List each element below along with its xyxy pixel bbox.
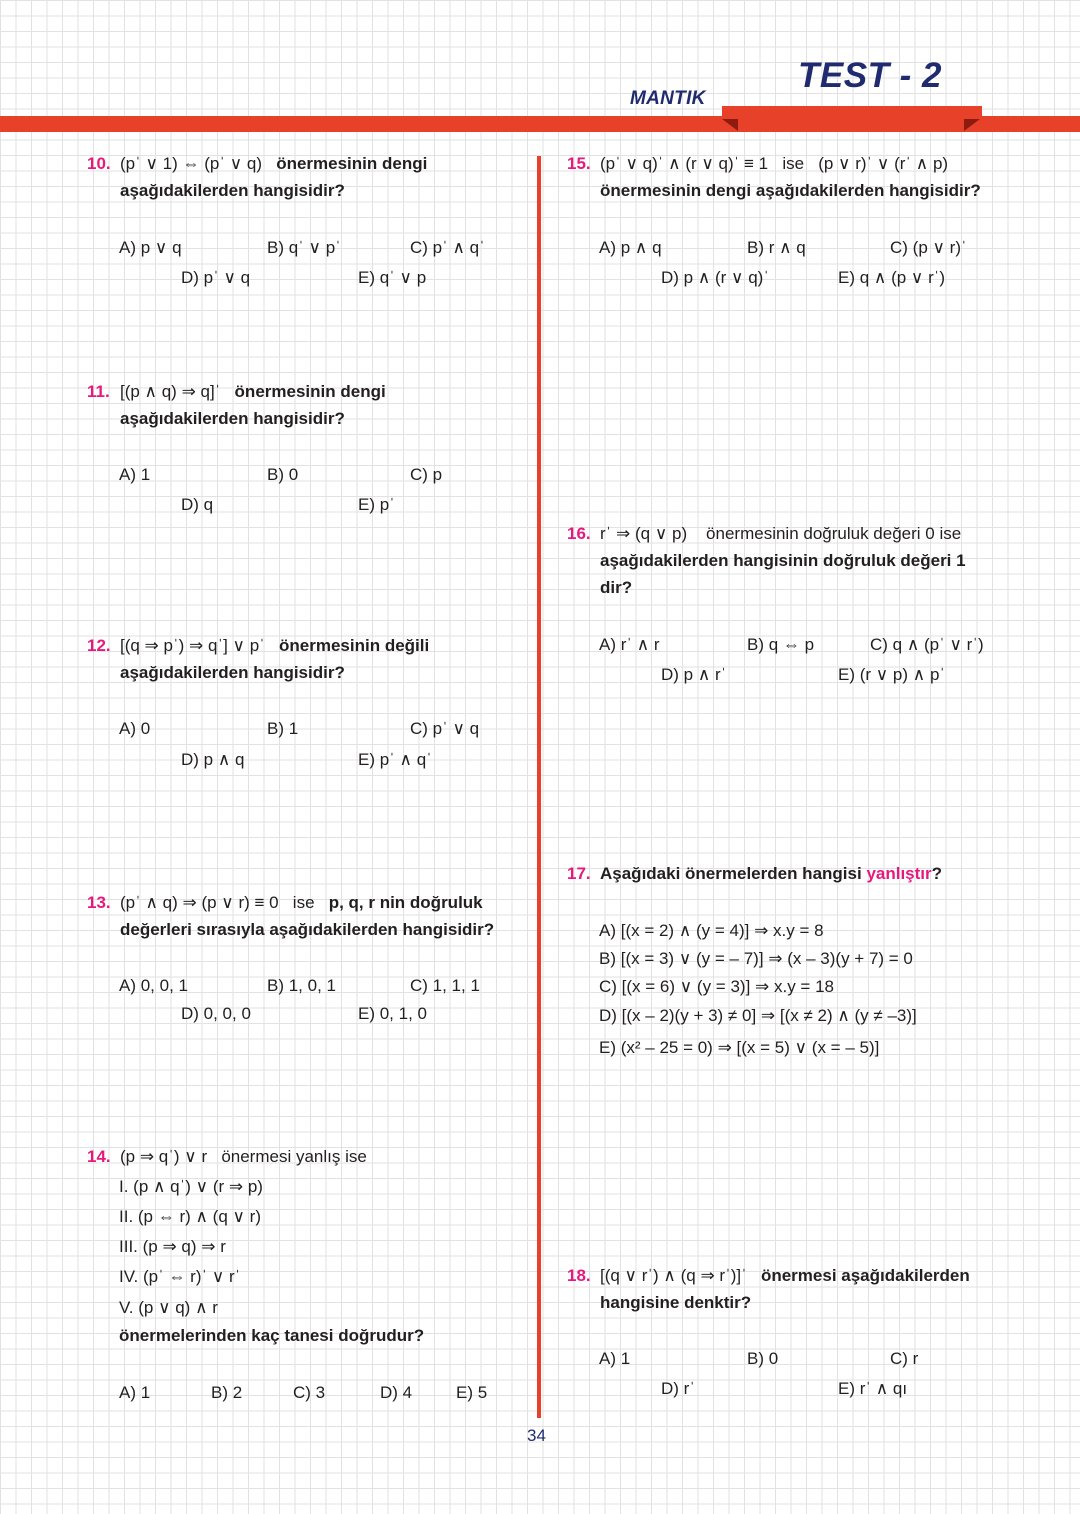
- option-b[interactable]: B) qˈ ∨ pˈ: [267, 238, 341, 257]
- question-text: Aşağıdaki önermelerden hangisi: [600, 864, 862, 883]
- option-c[interactable]: C) 3: [293, 1383, 326, 1402]
- question-number: 17.: [567, 864, 591, 883]
- subject-title: MANTIK: [630, 88, 706, 109]
- option-c[interactable]: C) [(x = 6) ∨ (y = 3)] ⇒ x.y = 18: [599, 977, 834, 996]
- question-connector: ise: [292, 893, 315, 912]
- question-14: [87, 1143, 515, 1170]
- option-d[interactable]: D) 0, 0, 0: [181, 1004, 251, 1023]
- option-d[interactable]: D) pˈ ∨ q: [181, 268, 251, 287]
- option-c[interactable]: C) q ∧ (pˈ ∨ rˈ): [870, 635, 984, 654]
- question-expression-2: (p ∨ r)ˈ ∨ (rˈ ∧ p): [818, 154, 949, 173]
- question-text: önermesi aşağıdakilerden hangisine denktir?: [600, 1266, 970, 1312]
- option-d[interactable]: D) [(x – 2)(y + 3) ≠ 0] ⇒ [(x ≠ 2) ∧ (y ≠ –3)]: [599, 1006, 917, 1025]
- question-expression: (pˈ ∨ 1) ⇔ (pˈ ∨ q): [120, 154, 263, 173]
- question-text: önermesinin dengi aşağıdakilerden hangisidir?: [120, 154, 428, 200]
- question-connector: ise: [782, 154, 805, 173]
- question-expression: (pˈ ∨ q)ˈ ∧ (r ∨ q)ˈ ≡ 1: [600, 154, 769, 173]
- option-b[interactable]: B) 0: [747, 1349, 779, 1368]
- option-b[interactable]: B) [(x = 3) ∨ (y = – 7)] ⇒ (x – 3)(y + 7) = 0: [599, 949, 913, 968]
- option-c[interactable]: C) pˈ ∨ q: [410, 719, 480, 738]
- option-e[interactable]: E) pˈ ∧ qˈ: [358, 750, 432, 769]
- option-e[interactable]: E) qˈ ∨ p: [358, 268, 427, 287]
- question-15: [567, 150, 995, 204]
- question-text: önermesinin doğruluk değeri 0 ise: [706, 524, 962, 543]
- option-c[interactable]: C) (p ∨ r)ˈ: [890, 238, 967, 257]
- header-fold-left: [722, 119, 738, 131]
- option-b[interactable]: B) 2: [211, 1383, 243, 1402]
- question-number: 14.: [87, 1147, 111, 1166]
- option-b[interactable]: B) 1, 0, 1: [267, 976, 336, 995]
- option-c[interactable]: C) p: [410, 465, 443, 484]
- option-a[interactable]: A) 1: [599, 1349, 631, 1368]
- header-fold-right: [964, 119, 980, 131]
- question-text: önermesinin dengi aşağıdakilerden hangisidir?: [600, 181, 981, 200]
- question-number: 18.: [567, 1266, 591, 1285]
- question-number: 16.: [567, 524, 591, 543]
- option-d[interactable]: D) p ∧ (r ∨ q)ˈ: [661, 268, 769, 287]
- question-11: [87, 378, 515, 432]
- option-a[interactable]: A) 0: [119, 719, 151, 738]
- option-d[interactable]: D) p ∧ rˈ: [661, 665, 727, 684]
- option-c[interactable]: C) r: [890, 1349, 919, 1368]
- option-a[interactable]: A) p ∨ q: [119, 238, 182, 257]
- option-a[interactable]: A) 1: [119, 465, 151, 484]
- option-a[interactable]: A) 0, 0, 1: [119, 976, 188, 995]
- question-closing: önermelerinden kaç tanesi doğrudur?: [119, 1326, 425, 1345]
- question-expression: (pˈ ∧ q) ⇒ (p ∨ r) ≡ 0: [120, 893, 279, 912]
- option-c[interactable]: C) 1, 1, 1: [410, 976, 480, 995]
- question-number: 11.: [87, 382, 110, 401]
- header-bar: [0, 116, 1080, 132]
- question-number: 15.: [567, 154, 591, 173]
- option-e[interactable]: E) (x² – 25 = 0) ⇒ [(x = 5) ∨ (x = – 5)]: [599, 1038, 880, 1057]
- question-expression: [(q ∨ rˈ) ∧ (q ⇒ rˈ)]ˈ: [600, 1266, 747, 1285]
- test-title: TEST - 2: [798, 56, 943, 95]
- question-17: [567, 860, 995, 887]
- option-a[interactable]: A) [(x = 2) ∧ (y = 4)] ⇒ x.y = 8: [599, 921, 824, 940]
- question-16: [567, 520, 995, 601]
- question-expression: [(p ∧ q) ⇒ q]ˈ: [120, 382, 221, 401]
- question-number: 13.: [87, 893, 111, 912]
- statement-i: I. (p ∧ qˈ) ∨ (r ⇒ p): [119, 1177, 263, 1196]
- question-text: önermesinin değili aşağıdakilerden hangisidir?: [120, 636, 430, 682]
- option-a[interactable]: A) 1: [119, 1383, 151, 1402]
- page-number: 34: [527, 1426, 546, 1445]
- option-b[interactable]: B) 1: [267, 719, 299, 738]
- question-text: önermesi yanlış ise: [221, 1147, 367, 1166]
- question-expression: (p ⇒ qˈ) ∨ r: [120, 1147, 208, 1166]
- question-12: [87, 632, 515, 686]
- option-e[interactable]: E) q ∧ (p ∨ rˈ): [838, 268, 946, 287]
- option-d[interactable]: D) rˈ: [661, 1379, 695, 1398]
- option-e[interactable]: E) (r ∨ p) ∧ pˈ: [838, 665, 946, 684]
- statement-iii: III. (p ⇒ q) ⇒ r: [119, 1237, 226, 1256]
- option-e[interactable]: E) rˈ ∧ qı: [838, 1379, 908, 1398]
- option-e[interactable]: E) 5: [456, 1383, 488, 1402]
- column-divider: [537, 156, 541, 1418]
- question-text: önermesinin dengi aşağıdakilerden hangisidir?: [120, 382, 386, 428]
- option-e[interactable]: E) pˈ: [358, 495, 395, 514]
- option-e[interactable]: E) 0, 1, 0: [358, 1004, 427, 1023]
- option-d[interactable]: D) p ∧ q: [181, 750, 245, 769]
- option-d[interactable]: D) q: [181, 495, 214, 514]
- option-b[interactable]: B) 0: [267, 465, 299, 484]
- option-d[interactable]: D) 4: [380, 1383, 413, 1402]
- option-b[interactable]: B) q ⇔ p: [747, 635, 815, 654]
- option-c[interactable]: C) pˈ ∧ qˈ: [410, 238, 485, 257]
- question-highlight: yanlıştır: [866, 864, 932, 883]
- statement-ii: II. (p ⇔ r) ∧ (q ∨ r): [119, 1207, 261, 1226]
- option-a[interactable]: A) p ∧ q: [599, 238, 662, 257]
- statement-v: V. (p ∨ q) ∧ r: [119, 1298, 218, 1317]
- question-expression: rˈ ⇒ (q ∨ p): [600, 524, 688, 543]
- option-b[interactable]: B) r ∧ q: [747, 238, 806, 257]
- question-number: 12.: [87, 636, 111, 655]
- question-13: [87, 889, 515, 943]
- question-mark: ?: [931, 864, 943, 883]
- question-10: [87, 150, 515, 204]
- question-number: 10.: [87, 154, 111, 173]
- option-a[interactable]: A) rˈ ∧ r: [599, 635, 660, 654]
- question-18: [567, 1262, 995, 1316]
- statement-iv: IV. (pˈ ⇔ r)ˈ ∨ rˈ: [119, 1267, 241, 1286]
- question-expression: [(q ⇒ pˈ) ⇒ qˈ] ∨ pˈ: [120, 636, 265, 655]
- question-text: p, q, r nin doğruluk değerleri sırasıyla aşağıdakilerden hangisidir?: [120, 893, 495, 939]
- question-text-bold: aşağıdakilerden hangisinin doğruluk değeri 1 dir?: [600, 551, 966, 597]
